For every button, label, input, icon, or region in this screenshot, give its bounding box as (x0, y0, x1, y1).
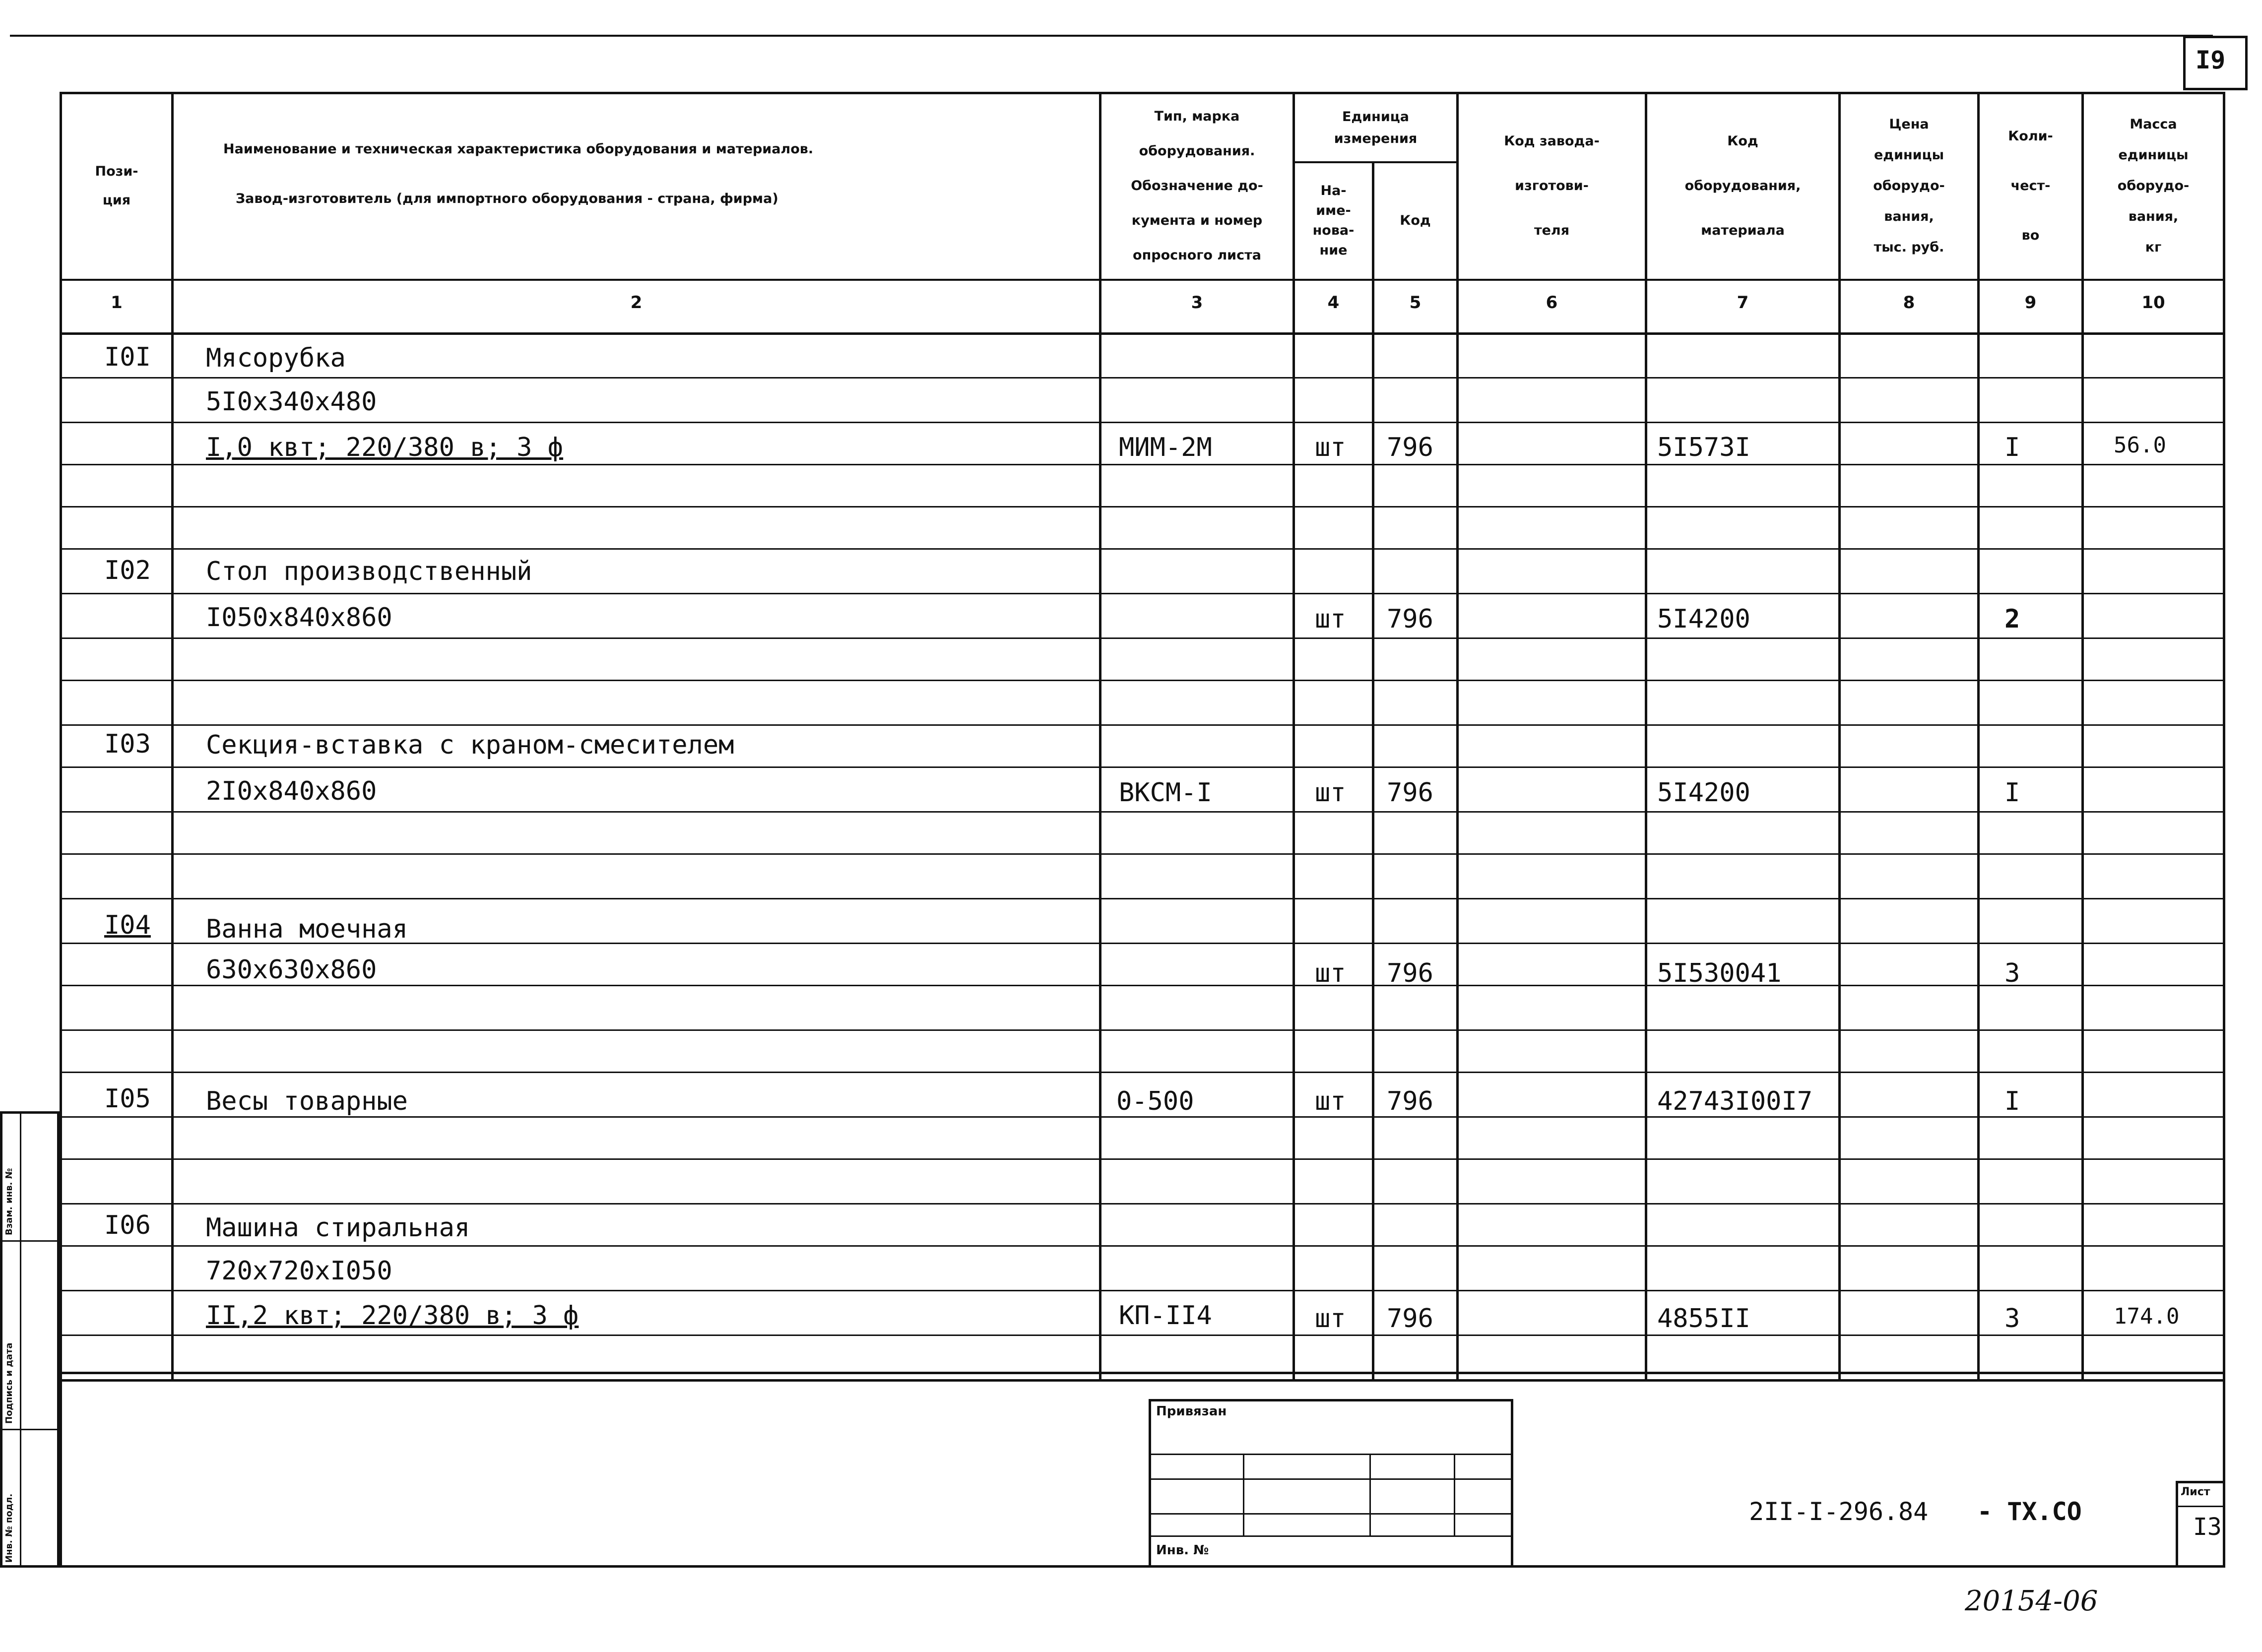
row-line (60, 506, 2225, 508)
item-name: Мясорубка (206, 343, 346, 373)
top-rule (10, 35, 2213, 37)
item-type: КП-II4 (1119, 1301, 1212, 1331)
item-name: Секция-вставка с краном-смесителем (206, 730, 734, 760)
item-qty: 3 (2004, 1304, 2020, 1334)
col-line-1 (171, 92, 174, 1382)
row-line (60, 853, 2225, 855)
row-line (60, 1072, 2225, 1073)
item-pos: I06 (104, 1210, 151, 1240)
colnum-5: 5 (1409, 293, 1422, 313)
item-type: МИМ-2М (1119, 433, 1212, 462)
stamp-vline (1243, 1454, 1244, 1535)
item-name: Ванна моечная (206, 914, 408, 944)
stamp-vline (1369, 1454, 1371, 1535)
list-box-line (2176, 1506, 2225, 1507)
privyazan-label: Привязан (1156, 1404, 1227, 1419)
row-line (60, 1334, 2225, 1336)
item-equip-code: 4855II (1657, 1304, 1750, 1334)
row-line (60, 766, 2225, 768)
item-unit: шт (1315, 778, 1346, 808)
header-price: Цена единицы оборудо- вания, тыс. руб. (1873, 117, 1945, 255)
header-bottom-line (60, 279, 2225, 281)
col-line-2 (1099, 92, 1101, 1382)
item-unit-code: 796 (1387, 1086, 1433, 1116)
item-unit-code: 796 (1387, 958, 1433, 988)
col-line-4 (1372, 161, 1374, 1382)
item-dimensions: 2I0x840x860 (206, 776, 377, 806)
row-line (60, 593, 2225, 594)
item-pos: I03 (104, 729, 151, 759)
header-equip-code: Код оборудования, материала (1684, 133, 1801, 238)
col-line-7 (1838, 92, 1841, 1382)
item-equip-code: 42743I00I7 (1657, 1086, 1813, 1116)
header-name-line1: Наименование и техническая характеристика оборудования и материалов. (223, 141, 814, 157)
item-name: Стол производственный (206, 557, 532, 586)
doc-code: 2II-I-296.84 (1749, 1497, 1929, 1526)
item-type: 0-500 (1116, 1086, 1194, 1116)
header-pos: Пози- ция (95, 164, 138, 208)
row-line (60, 548, 2225, 550)
colnum-9: 9 (2024, 293, 2037, 313)
row-line (60, 422, 2225, 423)
row-line (60, 811, 2225, 813)
item-spec: II,2 квт; 220/380 в; 3 ф (206, 1301, 579, 1331)
row-line (60, 985, 2225, 986)
item-qty: I (2004, 1086, 2020, 1116)
privyazan-box (1149, 1399, 1513, 1568)
item-qty: 2 (2004, 604, 2020, 634)
item-equip-code: 5I4200 (1657, 604, 1750, 634)
item-type: ВКСМ-I (1119, 778, 1212, 808)
header-name-line2: Завод-изготовитель (для импортного оборудования - страна, фирма) (236, 191, 778, 206)
unit-group-line (1293, 161, 1456, 163)
header-unit-code: Код (1400, 213, 1431, 228)
item-qty: I (2004, 778, 2020, 808)
stamp-line (1149, 1454, 1513, 1455)
list-number: I3 (2193, 1513, 2222, 1541)
row-line (60, 377, 2225, 379)
header-unit-name: На- име- нова- ние (1312, 183, 1355, 258)
row-line (60, 1245, 2225, 1247)
side-stamp-line (0, 1429, 60, 1430)
colnum-2: 2 (630, 293, 643, 313)
col-line-3 (1293, 92, 1295, 1382)
row-line (60, 898, 2225, 899)
colnum-10: 10 (2141, 293, 2165, 313)
row-line (60, 637, 2225, 639)
handwritten-number: 20154-06 (1965, 1585, 2098, 1617)
item-name: Машина стиральная (206, 1213, 470, 1243)
row-line (60, 464, 2225, 465)
row-line (60, 1203, 2225, 1205)
item-dimensions: 5I0x340x480 (206, 387, 377, 417)
col-line-8 (1977, 92, 1980, 1382)
stamp-line (1149, 1513, 1513, 1515)
item-unit: шт (1315, 604, 1346, 634)
row-line (60, 680, 2225, 681)
inv-no-label: Инв. № (1156, 1543, 1209, 1558)
row-line (60, 1290, 2225, 1291)
item-equip-code: 5I4200 (1657, 778, 1750, 808)
row-line (60, 724, 2225, 726)
item-unit: шт (1315, 1304, 1346, 1334)
row-line (60, 1116, 2225, 1118)
item-unit-code: 796 (1387, 433, 1433, 462)
colnum-6: 6 (1546, 293, 1558, 313)
colnum-3: 3 (1191, 293, 1203, 313)
item-mass: 174.0 (2114, 1304, 2180, 1329)
item-qty: I (2004, 433, 2020, 462)
item-mass: 56.0 (2114, 433, 2166, 458)
stamp-line (1149, 1478, 1513, 1480)
side-label-vzam: Взам. инв. № (4, 1168, 14, 1235)
stamp-line (1149, 1535, 1513, 1537)
colnum-8: 8 (1903, 293, 1915, 313)
item-unit: шт (1315, 433, 1346, 462)
item-equip-code: 5I530041 (1657, 958, 1782, 988)
item-unit-code: 796 (1387, 1304, 1433, 1334)
list-label: Лист (2181, 1486, 2210, 1498)
item-unit: шт (1315, 1086, 1346, 1116)
header-mass: Масса единицы оборудо- вания, кг (2117, 117, 2190, 255)
row-line (60, 1158, 2225, 1160)
stamp-vline (1454, 1454, 1455, 1535)
item-name: Весы товарные (206, 1086, 408, 1116)
side-label-inv-podl: Инв. № подл. (4, 1493, 14, 1563)
item-unit-code: 796 (1387, 778, 1433, 808)
side-stamp-divider (20, 1111, 21, 1568)
header-unit-group: Единица измерения (1334, 109, 1418, 146)
item-pos: I04 (104, 910, 151, 940)
row-line (60, 1029, 2225, 1031)
col-line-6 (1645, 92, 1647, 1382)
header-qty: Коли- чест- во (2008, 128, 2053, 243)
item-dimensions: I050x840x860 (206, 603, 392, 633)
colnum-4: 4 (1327, 293, 1340, 313)
col-line-5 (1456, 92, 1459, 1382)
item-dimensions: 630x630x860 (206, 955, 377, 985)
numbers-row-bottom-line (60, 332, 2225, 335)
header-type: Тип, марка оборудования. Обозначение до- кумента и номер опросного листа (1131, 109, 1263, 263)
item-equip-code: 5I573I (1657, 433, 1750, 462)
item-spec: I,0 квт; 220/380 в; 3 ф (206, 433, 564, 462)
colnum-1: 1 (111, 293, 123, 313)
col-line-9 (2081, 92, 2084, 1382)
item-pos: I05 (104, 1084, 151, 1114)
top-sheet-number: I9 (2196, 46, 2226, 74)
header-factory-code: Код завода- изготови- теля (1504, 133, 1600, 238)
stamp-frame (60, 1372, 2225, 1568)
item-unit: шт (1315, 958, 1346, 988)
item-unit-code: 796 (1387, 604, 1433, 634)
side-label-signature: Подпись и дата (4, 1342, 14, 1424)
colnum-7: 7 (1737, 293, 1749, 313)
item-qty: 3 (2004, 958, 2020, 988)
doc-suffix: - ТХ.СО (1977, 1497, 2082, 1526)
item-pos: I02 (104, 556, 151, 585)
item-dimensions: 720x720xI050 (206, 1256, 392, 1286)
item-pos: I0I (104, 342, 151, 372)
side-stamp-line (0, 1240, 60, 1242)
